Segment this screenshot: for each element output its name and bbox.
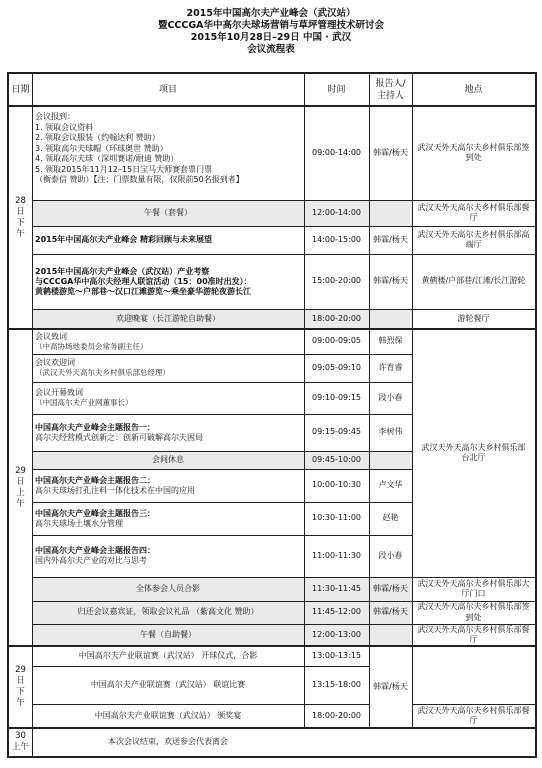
speaker-cell: 段小春 (378, 550, 403, 560)
speaker-cell: 韩烈保 (378, 336, 403, 346)
time-cell: 10:30-11:00 (312, 513, 361, 523)
time-cell: 13:00-13:15 (312, 650, 361, 660)
item-title: 会议欢迎词 (35, 358, 75, 367)
speaker-cell: 李树伟 (378, 427, 403, 437)
day-char: 日 (16, 476, 25, 487)
speaker-cell: 卢文华 (378, 480, 403, 490)
time-cell: 14:00-15:00 (312, 234, 361, 244)
doc-subtitle: 暨CCCGA华中高尔夫球场营销与草坪管理技术研讨会 (157, 20, 385, 31)
item-title: 中国高尔夫产业峰会主题报告四： (35, 546, 155, 555)
day-char: 日 (16, 676, 25, 686)
time-cell: 09:15-09:45 (312, 427, 361, 437)
grid-line (32, 601, 535, 602)
column-header-place: 地点 (464, 85, 483, 95)
grid-line (32, 74, 33, 756)
closing-item: 本次会议结束，欢送参会代表离会 (108, 736, 228, 746)
time-cell: 11:45-12:00 (304, 601, 369, 624)
speaker-cell: 韩霖/杨天 (373, 234, 408, 244)
item-title: 中国高尔夫产业峰会主题报告三： (35, 508, 155, 518)
time-cell: 11:30-11:45 (304, 577, 369, 601)
place-cell: 武汉天外天高尔夫乡村俱乐部高端厅 (417, 229, 530, 249)
day-char: 下 (16, 217, 25, 228)
speaker-cell-empty (369, 624, 412, 646)
item-subtitle: （中高协场地委员会常务副主任） (35, 341, 148, 351)
grid-line (369, 74, 370, 728)
speaker-cell-empty (369, 309, 412, 329)
tour-line-1: 2015年中国高尔夫产业峰会（武汉站）产业考察 (35, 266, 210, 276)
summit-review-item: 2015年中国高尔夫产业峰会 精彩回顾与未来展望 (35, 235, 213, 244)
time-cell: 09:05-09:10 (312, 362, 361, 372)
time-cell: 12:00-13:00 (304, 624, 369, 646)
list-item: 5. 领取2015年11月12–15日宝马大师赛套票门票 (35, 164, 213, 174)
item-subtitle: 高尔夫球场打孔注料一体化技术在中国的应用 (35, 485, 195, 495)
grid-line (32, 226, 535, 227)
grid-line (32, 254, 535, 255)
doc-table-title: 会议流程表 (247, 44, 295, 55)
grid-line (9, 328, 535, 330)
place-cell: 武汉天外天高尔夫乡村俱乐部签到处 (417, 602, 530, 622)
awards-banquet-item: 中国高尔夫产业联谊赛（武汉站） 颁奖宴 (94, 710, 242, 720)
speaker-cell-empty (369, 200, 412, 226)
column-header-item: 项目 (158, 85, 177, 95)
doc-title: 2015年中国高尔夫产业峰会（武汉站） (186, 8, 356, 19)
day-number: 29 (15, 465, 26, 476)
day-char: 上 (16, 487, 25, 498)
day-char: 午 (16, 498, 25, 509)
place-cell: 武汉天外天高尔夫乡村俱乐部餐厅 (417, 202, 530, 222)
time-cell: 09:00-14:00 (312, 147, 361, 157)
keynote-2-item (32, 469, 304, 502)
grid-line (9, 105, 535, 107)
time-cell: 15:00-20:00 (312, 276, 361, 286)
industry-tour-item (32, 254, 304, 309)
speaker-cell: 赵艳 (382, 513, 399, 523)
grid-line (32, 200, 535, 201)
column-header-day: 日期 (11, 85, 30, 95)
day-cell-28-afternoon (9, 106, 32, 329)
registration-item (32, 106, 304, 200)
item-subtitle: （武汉天外天高尔夫乡村俱乐部总经理） (35, 368, 170, 377)
place-cell: 黄鹤楼/户部巷/江滩/长江游轮 (421, 276, 526, 286)
list-item: 1. 领取会议资料 (35, 122, 94, 132)
grid-line (32, 354, 412, 355)
list-item: 2. 领取会议服装（约翰达利 赞助） (35, 133, 160, 142)
speaker-cell: 段小春 (378, 392, 403, 402)
schedule-table (7, 72, 537, 758)
list-item: 4. 领取高尔夫球（深圳赛诺/耐迪 赞助） (35, 154, 179, 163)
grid-line (9, 727, 535, 729)
time-cell: 12:00-14:00 (304, 200, 369, 226)
day-number: 28 (15, 195, 26, 206)
place-cell: 游轮餐厅 (457, 313, 490, 323)
day-char: 日 (16, 206, 25, 217)
grid-line (32, 451, 412, 452)
tour-line-3: 黄鹤楼游览～户部巷～汉口江滩游览～乘坐豪华游轮夜游长江 (35, 286, 251, 296)
grid-line (32, 469, 412, 470)
opening-speech-item (32, 382, 304, 414)
grid-line (32, 535, 412, 536)
gift-collection-item: 归还会议嘉宾证，领取会议礼品 （紫高文化 赞助） (32, 601, 304, 624)
grid-line (32, 414, 412, 415)
column-header-speaker: 报告人/主持人 (375, 79, 406, 101)
grid-line (32, 666, 369, 667)
day-number: 29 (15, 665, 26, 675)
lunch-item: 午餐（套餐） (32, 200, 304, 226)
grid-line (32, 577, 535, 578)
grid-line (32, 382, 412, 383)
speaker-cell: 韩霖/杨天 (373, 276, 408, 286)
registration-title: 会议报到： (35, 112, 75, 121)
grid-line (412, 74, 413, 728)
keynote-1-item (32, 414, 304, 451)
list-item: 3. 领取高尔夫球帽（环球奥世 赞助） (35, 143, 168, 153)
grid-line (32, 502, 412, 503)
time-cell: 09:10-09:15 (312, 392, 361, 402)
item-title: 中国高尔夫产业峰会主题报告一： (35, 422, 155, 432)
speaker-cell: 韩霖/杨天 (369, 577, 412, 601)
day-cell-29-afternoon (9, 646, 32, 728)
day-char: 上午 (11, 742, 29, 752)
tournament-match-item: 中国高尔夫产业联谊赛（武汉站） 联谊比赛 (90, 679, 246, 689)
group-photo-item: 全体参会人员合影 (32, 577, 304, 601)
day-char: 午 (16, 228, 25, 239)
speaker-cell-empty (369, 451, 412, 469)
place-cell: 武汉天外天高尔夫乡村俱乐部大厅门口 (417, 578, 530, 598)
grid-line (32, 704, 369, 705)
list-item: （衡泰信 赞助）【注：门票数量有限，仅限前50名报到者】 (35, 175, 244, 184)
time-cell: 18:00-20:00 (304, 309, 369, 329)
time-cell: 09:00-09:05 (312, 336, 361, 346)
grid-line (304, 74, 305, 728)
column-header-time: 时间 (327, 85, 346, 95)
speaker-cell: 韩霖/杨天 (369, 601, 412, 624)
grid-line (412, 704, 535, 705)
time-cell: 09:45-10:00 (304, 451, 369, 469)
grid-line (32, 624, 535, 625)
speaker-cell: 许育睿 (378, 362, 403, 372)
buffet-lunch-item: 午餐（自助餐） (32, 624, 304, 646)
doc-date-location: 2015年10月28日–29日 中国 · 武汉 (190, 32, 352, 43)
item-title: 会议致词 (35, 331, 67, 341)
item-subtitle: 国内外高尔夫产业的对比与思考 (35, 556, 147, 565)
item-subtitle: 高尔夫球场土壤水分管理 (35, 518, 123, 528)
place-cell: 武汉天外天高尔夫乡村俱乐部餐厅 (417, 705, 530, 725)
time-cell: 13:15-18:00 (312, 679, 361, 689)
tour-line-2: 与CCCGA华中高尔夫经理人联谊活动（15：00准时出发）： (35, 276, 252, 286)
day-char: 午 (16, 698, 25, 708)
item-subtitle: （中国高尔夫产业网董事长） (35, 398, 133, 407)
item-title: 会议开幕致词 (35, 388, 83, 397)
welcome-speech-item (32, 354, 304, 382)
day-char: 下 (16, 687, 25, 697)
grid-line (9, 645, 535, 647)
time-cell: 10:00-10:30 (312, 480, 361, 490)
place-cell: 武汉天外天高尔夫乡村俱乐部餐厅 (417, 624, 530, 644)
time-cell: 18:00-20:00 (312, 710, 361, 720)
item-subtitle: 高尔夫经营模式创新之：创新可破解高尔夫困局 (35, 432, 203, 442)
day-cell-30-morning (9, 728, 32, 756)
welcome-dinner-item: 欢迎晚宴（长江游轮自助餐） (32, 309, 304, 329)
place-cell-morning: 武汉天外天高尔夫乡村俱乐部台北厅 (421, 442, 526, 462)
place-cell: 武汉天外天高尔夫乡村俱乐部签到处 (417, 142, 530, 162)
opening-address-item (32, 329, 304, 354)
speaker-cell: 韩霖/杨天 (373, 147, 408, 157)
day-number: 30 (15, 731, 26, 741)
speaker-cell-afternoon: 韩霖/杨天 (373, 681, 408, 691)
keynote-4-item (32, 535, 304, 577)
tournament-opening-item: 中国高尔夫产业联谊赛（武汉站） 开球仪式，合影 (78, 650, 258, 660)
time-cell: 11:00-11:30 (312, 550, 361, 560)
grid-line (32, 309, 535, 310)
item-title: 中国高尔夫产业峰会主题报告二： (35, 475, 155, 485)
break-item: 会间休息 (32, 451, 304, 469)
keynote-3-item (32, 502, 304, 535)
day-cell-29-morning (9, 329, 32, 646)
